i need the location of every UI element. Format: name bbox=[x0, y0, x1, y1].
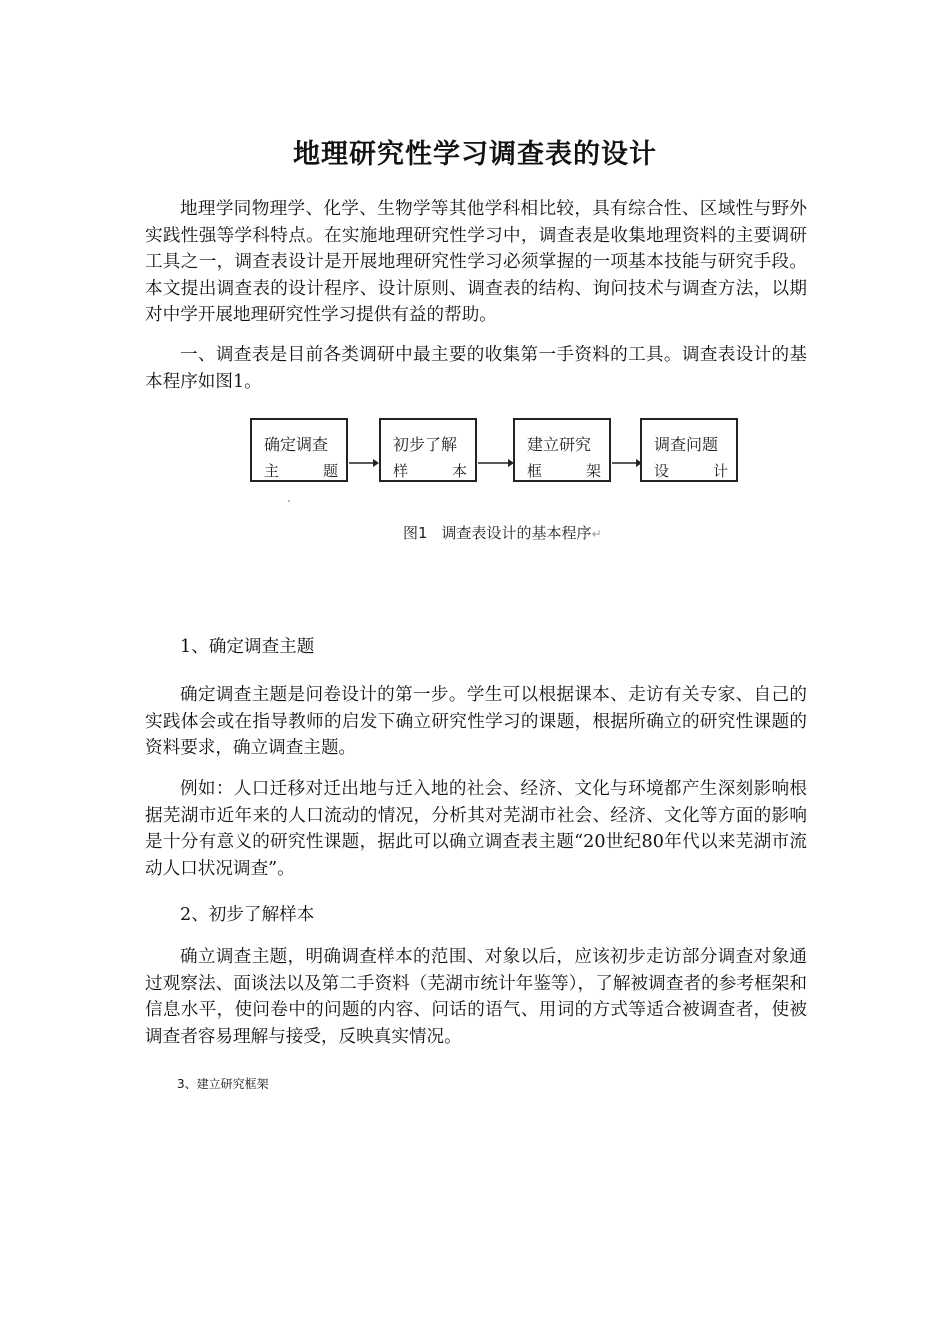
flow-box-sub-b: 题 bbox=[322, 462, 338, 480]
arrow-icon bbox=[612, 458, 642, 468]
figure-caption-text: 调查表设计的基本程序 bbox=[441, 524, 592, 542]
document-title: 地理研究性学习调查表的设计 bbox=[293, 139, 657, 170]
flow-box-sub-a: 框 bbox=[527, 462, 543, 480]
flow-box-sub bbox=[393, 460, 467, 481]
stray-mark bbox=[288, 500, 290, 502]
flow-box-sub-a: 主 bbox=[264, 462, 280, 480]
intro-paragraph: 地理学同物理学、化学、生物学等其他学科相比较，具有综合性、区域性与野外实践性强等学科特点。在实施地理研究性学习中，调查表是收集地理资料的主要调研工具之一，调查表设计是开展地理研究性学习必须掌握的一项基本技能与研究手段。本文提出调查表的设计程序、设计原则、调查表的结构、询问技术与调查方法，以期对中学开展地理研究性学习提供有益的帮助。 bbox=[145, 199, 807, 325]
flow-box-sub-a: 设 bbox=[654, 462, 670, 480]
flow-box-sub bbox=[654, 460, 728, 481]
paragraph-mark-icon: ↵ bbox=[591, 527, 602, 541]
flow-box-label: 初步了解 bbox=[393, 435, 458, 454]
flow-box-framework bbox=[513, 418, 611, 482]
section1-paragraph: 一、调查表是目前各类调研中最主要的收集第一手资料的工具。调查表设计的基本程序如图1。 bbox=[145, 345, 807, 392]
flow-box-topic bbox=[250, 418, 348, 482]
heading-1: 1、确定调查主题 bbox=[180, 637, 315, 657]
flow-box-label: 调查问题 bbox=[654, 435, 719, 454]
flow-box-label: 确定调查 bbox=[264, 435, 329, 454]
sample-paragraph: 确立调查主题，明确调查样本的范围、对象以后，应该初步走访部分调查对象通过观察法、面谈法以及第二手资料（芜湖市统计年鉴等），了解被调查者的参考框架和信息水平，使问卷中的问题的内容、问话的语气、用词的方式等适合被调查者，使被调查者容易理解与接受，反映真实情况。 bbox=[145, 947, 807, 1047]
arrow-icon bbox=[478, 458, 514, 468]
flow-diagram bbox=[250, 418, 750, 490]
arrow-icon bbox=[349, 458, 379, 468]
flow-box-sub-b: 计 bbox=[712, 462, 728, 480]
heading-3: 3、建立研究框架 bbox=[177, 1077, 269, 1091]
flow-box-sub-b: 本 bbox=[451, 462, 467, 480]
flow-box-sample bbox=[379, 418, 477, 482]
flow-box-sub-a: 样 bbox=[393, 462, 409, 480]
flow-box-sub-b: 架 bbox=[585, 462, 601, 480]
figure-caption bbox=[403, 522, 602, 543]
topic-paragraph: 确定调查主题是问卷设计的第一步。学生可以根据课本、走访有关专家、自己的实践体会或在指导教师的启发下确立研究性学习的课题，根据所确立的研究性课题的资料要求，确立调查主题。 bbox=[145, 685, 807, 758]
example-paragraph: 例如：人口迁移对迁出地与迁入地的社会、经济、文化与环境都产生深刻影响根据芜湖市近年来的人口流动的情况，分析其对芜湖市社会、经济、文化等方面的影响是十分有意义的研究性课题，据此可以确立调查表主题“20世纪80年代以来芜湖市流动人口状况调查”。 bbox=[145, 779, 807, 879]
flow-box-question-design bbox=[640, 418, 738, 482]
flow-box-label: 建立研究 bbox=[527, 435, 592, 454]
flow-box-sub bbox=[264, 460, 338, 481]
figure-label: 图1 bbox=[403, 524, 428, 542]
flow-box-sub bbox=[527, 460, 601, 481]
heading-2: 2、初步了解样本 bbox=[180, 905, 315, 925]
